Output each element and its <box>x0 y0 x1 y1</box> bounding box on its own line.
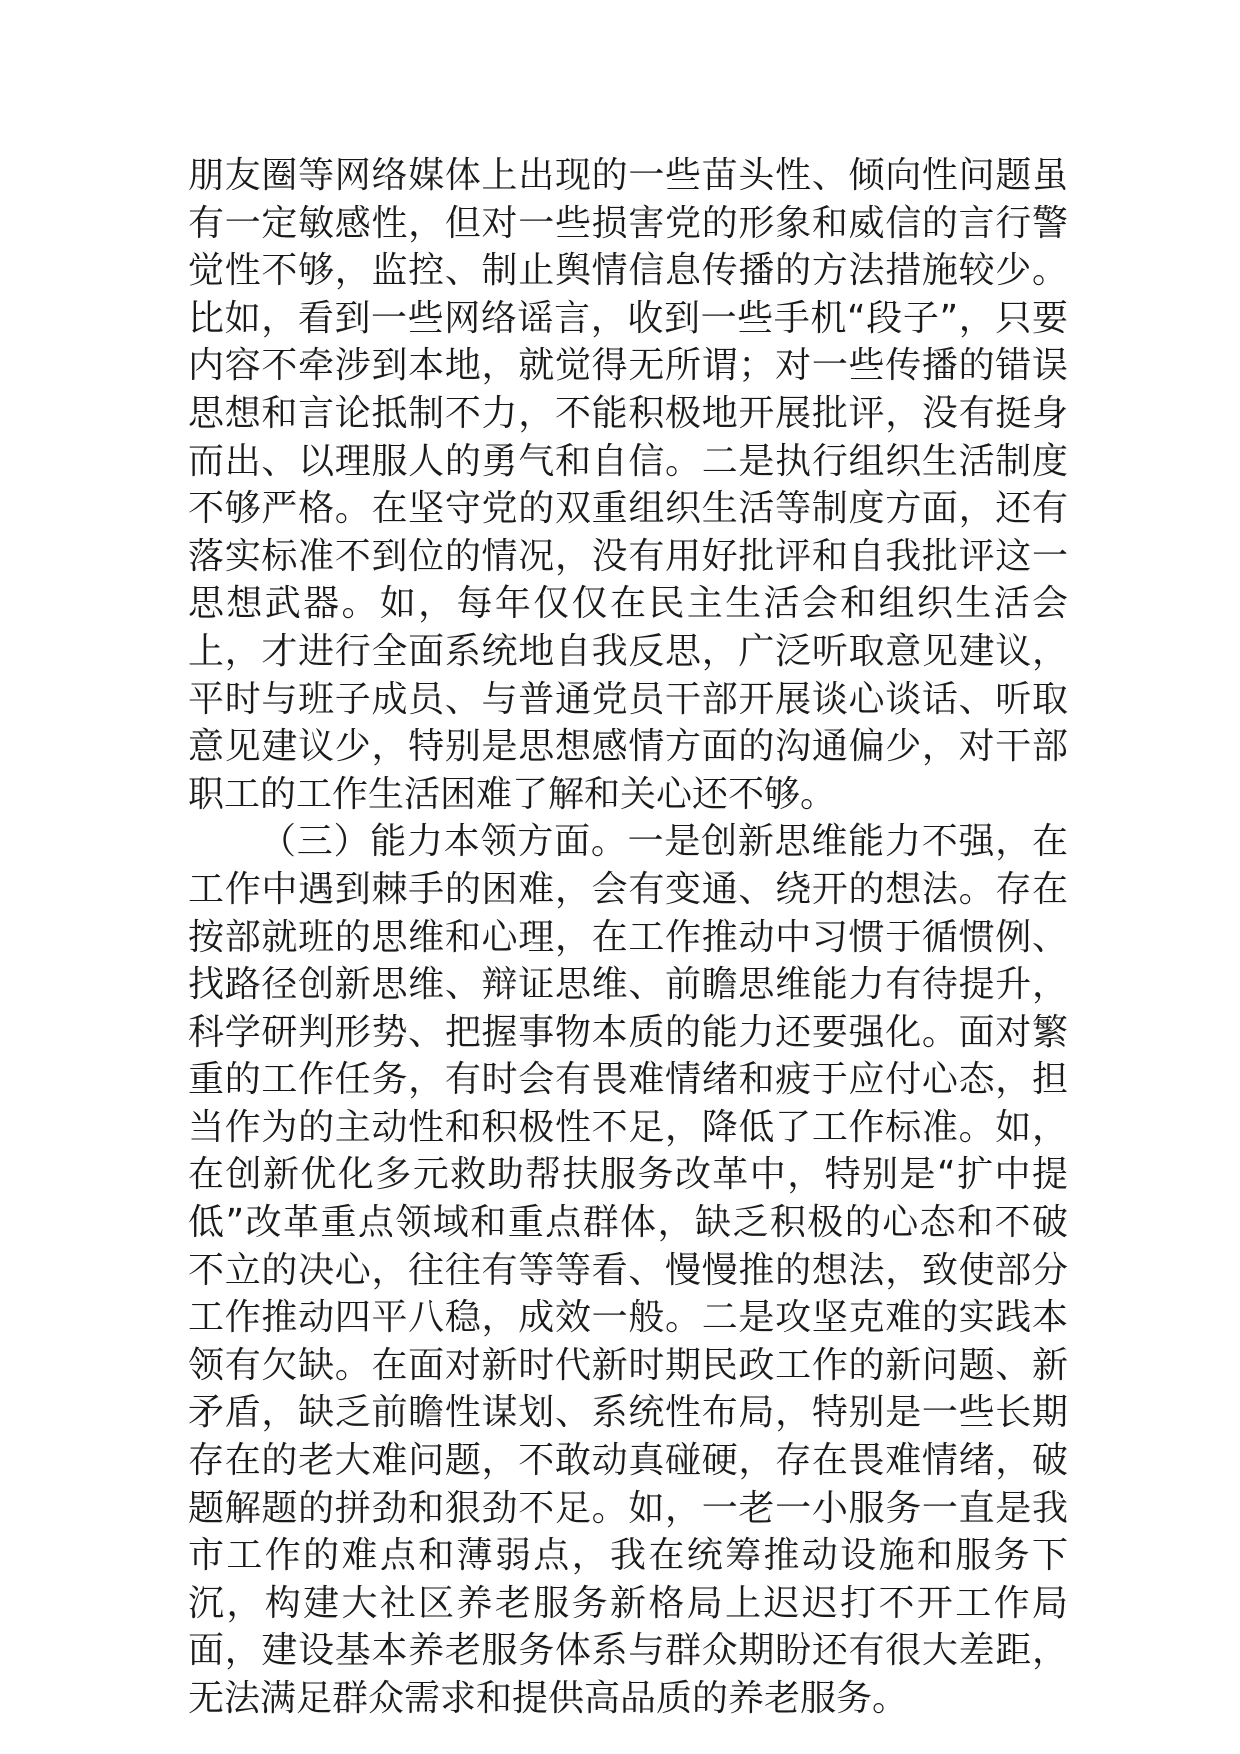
paragraph-ability-section: （三）能力本领方面。一是创新思维能力不强，在工作中遇到棘手的困难，会有变通、绕开的想法。存在按部就班的思维和心理，在工作推动中习惯于循惯例、找路径创新思维、辩证思维、前瞻思维能力有待提升，科学研判形势、把握事物本质的能力还要强化。面对繁重的工作任务，有时会有畏难情绪和疲于应付心态，担当作为的主动性和积极性不足，降低了工作标准。如，在创新优化多元救助帮扶服务改革中，特别是“扩中提低”改革重点领域和重点群体，缺乏积极的心态和不破不立的决心，往往有等等看、慢慢推的想法，致使部分工作推动四平八稳，成效一般。二是攻坚克难的实践本领有欠缺。在面对新时代新时期民政工作的新问题、新矛盾，缺乏前瞻性谋划、系统性布局，特别是一些长期存在的老大难问题，不敢动真碰硬，存在畏难情绪，破题解题的拼劲和狠劲不足。如，一老一小服务一直是我市工作的难点和薄弱点，我在统筹推动设施和服务下沉，构建大社区养老服务新格局上迟迟打不开工作局面，建设基本养老服务体系与群众期盼还有很大差距，无法满足群众需求和提供高品质的养老服务。 <box>188 821 1068 1719</box>
document-body <box>188 152 1068 1723</box>
paragraph-organization-life: 朋友圈等网络媒体上出现的一些苗头性、倾向性问题虽有一定敏感性，但对一些损害党的形象和威信的言行警觉性不够，监控、制止舆情信息传播的方法措施较少。比如，看到一些网络谣言，收到一些手机“段子”，只要内容不牵涉到本地，就觉得无所谓；对一些传播的错误思想和言论抵制不力，不能积极地开展批评，没有挺身而出、以理服人的勇气和自信。二是执行组织生活制度不够严格。在坚守党的双重组织生活等制度方面，还有落实标准不到位的情况，没有用好批评和自我批评这一思想武器。如，每年仅仅在民主生活会和组织生活会上，才进行全面系统地自我反思，广泛听取意见建议，平时与班子成员、与普通党员干部开展谈心谈话、听取意见建议少，特别是思想感情方面的沟通偏少，对干部职工的工作生活困难了解和关心还不够。 <box>188 155 1068 815</box>
